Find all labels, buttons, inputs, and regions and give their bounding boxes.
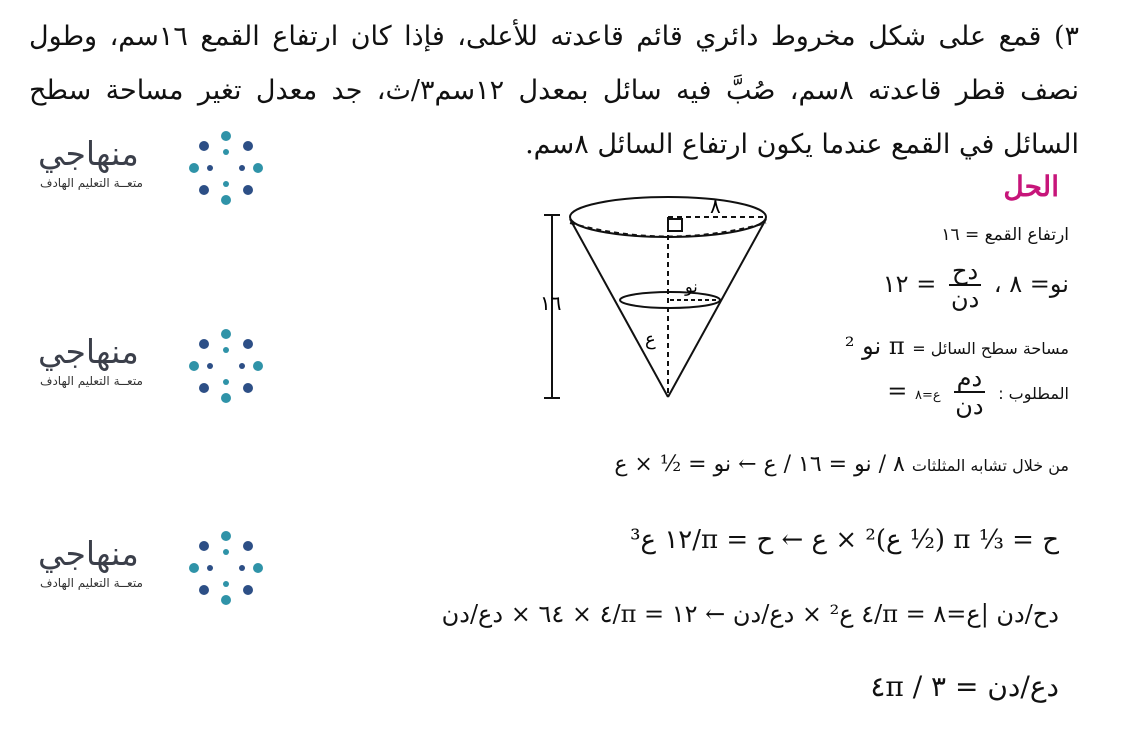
logo-tagline: متعــة التعليم الهادف	[40, 374, 143, 388]
required-line: المطلوب : $\frac{\text{دم}}{\text{دن}}$ ع=٨ =	[887, 364, 1069, 421]
logo-emblem-icon	[186, 326, 266, 406]
required-fraction	[952, 365, 986, 420]
logo-name: منهاجي	[38, 332, 139, 371]
logo-emblem-icon	[186, 528, 266, 608]
given-area	[845, 332, 1069, 360]
step-similar-triangles	[614, 452, 1069, 477]
similar-label: من خلال تشابه المثلثات	[911, 456, 1069, 475]
logo-tagline: متعــة التعليم الهادف	[40, 176, 143, 190]
manhaji-logo	[38, 326, 268, 406]
area-expr: π نو ²	[844, 332, 905, 360]
step-1: ٨ / نو = ١٦ / ع ← نو = ½ × ع	[614, 452, 905, 477]
problem-statement: ٣) قمع على شكل مخروط دائري قائم قاعدته للأعلى، فإذا كان ارتفاع القمع ١٦سم، وطول نصف قطر قاعدته ٨سم، صُبَّ فيه سائل بمعدل ١٢سم٣/ث، جد معدل تغير مساحة سطح السائل في القمع عندما يكون ارتفاع السائل ٨سم.	[29, 21, 1079, 160]
logo-emblem-icon	[186, 128, 266, 208]
radius-label: ٨	[710, 195, 721, 218]
required-label: المطلوب :	[998, 383, 1069, 403]
liquid-radius-label: نو	[685, 277, 698, 296]
manhaji-logo	[38, 528, 268, 608]
rate-eq: = ١٢	[882, 269, 937, 298]
required-den: دن	[955, 392, 984, 421]
given-radius-rate	[883, 258, 1069, 313]
height-label: ١٦	[540, 291, 562, 315]
rate-fraction	[948, 258, 982, 313]
given-height: ارتفاع القمع = ١٦	[941, 225, 1069, 245]
rate-num: دح	[949, 258, 981, 286]
area-label: مساحة سطح السائل =	[912, 339, 1069, 358]
given-r: نو= ٨ ،	[993, 269, 1069, 298]
required-at: ع=٨	[914, 387, 941, 403]
logo-name: منهاجي	[38, 534, 139, 573]
liquid-height-label: ع	[645, 329, 656, 350]
solution-label: الحل	[1003, 170, 1059, 203]
manhaji-logo	[38, 128, 268, 208]
required-num: دم	[954, 365, 986, 393]
step-4: دع/دن = ٣ / ٤π	[870, 670, 1059, 703]
rate-den: دن	[950, 285, 980, 314]
logo-tagline: متعــة التعليم الهادف	[40, 576, 143, 590]
logo-name: منهاجي	[38, 134, 139, 173]
cone-diagram	[540, 195, 780, 410]
step-3: دح/دن |ع=٨ = π/٤ ع² × دع/دن ← ١٢ = π/٤ × ٦٤ × دع/دن	[441, 600, 1059, 628]
step-2: ح = ⅓ π (½ ع)² × ع ← ح = π/١٢ ع³	[630, 525, 1059, 555]
